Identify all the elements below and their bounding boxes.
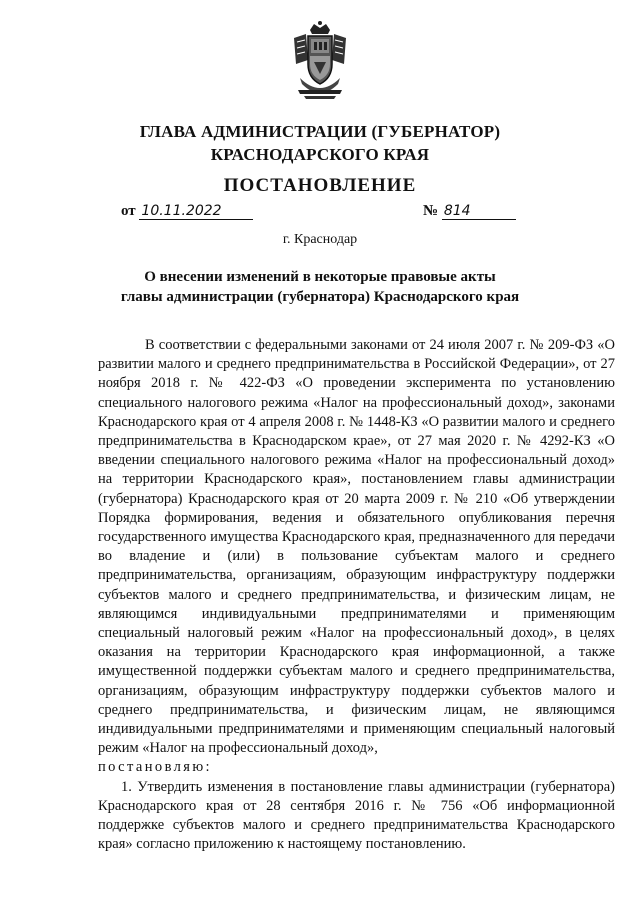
krasnodar-coat-of-arms-icon bbox=[288, 20, 352, 104]
document-type-title: ПОСТАНОВЛЕНИЕ bbox=[223, 175, 417, 196]
document-date bbox=[121, 203, 253, 220]
document-subject bbox=[0, 267, 640, 307]
decree-item-1: 1. Утвердить изменения в постановление главы администрации (губернатора) Краснодарского края от 28 сентября 2016 г. № 756 «Об информационной поддержке субъектов малого и среднего предпринимательства Краснодарского края» согласно приложению к настоящему постановлению. bbox=[98, 778, 615, 853]
date-value: 10.11.2022 bbox=[139, 203, 253, 220]
document-body bbox=[98, 336, 615, 854]
city: г. Краснодар bbox=[282, 232, 358, 247]
issuing-authority bbox=[0, 120, 640, 166]
document-number bbox=[423, 203, 516, 220]
authority-line-2: КРАСНОДАРСКОГО КРАЯ bbox=[210, 145, 430, 164]
preamble-paragraph: В соответствии с федеральными законами от 24 июля 2007 г. № 209-ФЗ «О развитии малого и среднего предпринимательства в Российской Федерации», от 27 ноября 2018 г. № 422-ФЗ «О проведении эксперимента по установлению специального налогового режима «Налог на профессиональный доход», законами Краснодарского края от 4 апреля 2008 г. № 1448-КЗ «О развитии малого и среднего предпринимательства в Краснодарском крае», от 27 мая 2020 г. № 4292-КЗ «О введении специального налогового режима «Налог на профессиональный доход» на территории Краснодарского края», постановлением главы администрации (губернатора) Краснодарского края от 20 марта 2009 г. № 210 «Об утверждении Порядка формирования, ведения и обязательного опубликования перечня государственного имущества Краснодарского края, предназначенного для передачи во владение и (или) в пользование субъектам малого и среднего предпринимательства, организациям, образующим инфраструктуру поддержки субъектов малого и среднего предпринимательства, и физическим лицам, не являющимся индивидуальными предпринимателями и применяющим специальный налоговый режим «Налог на профессиональный доход», в целях оказания на территории Краснодарского края информационной, а также имущественной поддержки субъектам малого и среднего предпринимательства, организациям, образующим инфраструктуру поддержки субъектов малого и среднего предпринимательства, и физическим лицам, не являющимся индивидуальными предпринимателями и применяющим специальный налоговый режим «Налог на профессиональный доход», bbox=[98, 337, 615, 757]
subject-line-1: О внесении изменений в некоторые правовые акты bbox=[144, 269, 496, 285]
decree-word: постановляю: bbox=[98, 759, 212, 776]
subject-line-2: главы администрации (губернатора) Краснодарского края bbox=[120, 289, 520, 305]
number-label: № bbox=[423, 203, 439, 219]
authority-line-1: ГЛАВА АДМИНИСТРАЦИИ (ГУБЕРНАТОР) bbox=[139, 122, 501, 141]
number-value: 814 bbox=[442, 203, 516, 220]
date-label: от bbox=[121, 203, 136, 219]
